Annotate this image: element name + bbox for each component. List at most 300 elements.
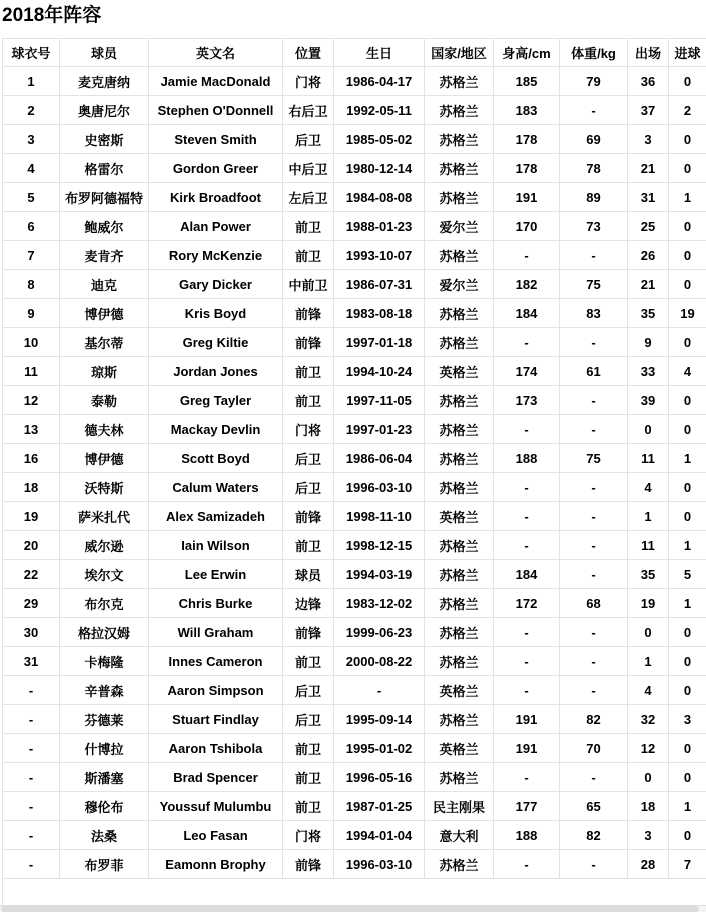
cell: 1 — [669, 444, 706, 473]
cell: 后卫 — [283, 473, 334, 502]
cell: 1985-05-02 — [334, 125, 425, 154]
cell: - — [560, 502, 628, 531]
cell: 0 — [669, 473, 706, 502]
column-header: 球衣号 — [3, 39, 60, 67]
cell: 0 — [669, 821, 706, 850]
cell: 6 — [3, 212, 60, 241]
cell: - — [3, 734, 60, 763]
cell: 174 — [494, 357, 560, 386]
cell: 1986-04-17 — [334, 67, 425, 96]
table-header — [3, 39, 706, 67]
cell: 1988-01-23 — [334, 212, 425, 241]
cell: 前卫 — [283, 647, 334, 676]
cell: 18 — [3, 473, 60, 502]
cell: 89 — [560, 183, 628, 212]
table-row — [3, 850, 706, 879]
cell: Jamie MacDonald — [149, 67, 283, 96]
cell: Alan Power — [149, 212, 283, 241]
cell: 苏格兰 — [425, 299, 494, 328]
table-row — [3, 125, 706, 154]
cell: 184 — [494, 560, 560, 589]
table-row — [3, 212, 706, 241]
cell: 69 — [560, 125, 628, 154]
cell: - — [3, 821, 60, 850]
cell: 2 — [669, 96, 706, 125]
cell: 苏格兰 — [425, 618, 494, 647]
cell: 爱尔兰 — [425, 270, 494, 299]
cell: 1996-05-16 — [334, 763, 425, 792]
cell: 1986-06-04 — [334, 444, 425, 473]
cell: 苏格兰 — [425, 705, 494, 734]
cell: 35 — [628, 299, 669, 328]
cell: 前锋 — [283, 328, 334, 357]
cell: 178 — [494, 154, 560, 183]
cell: 萨米扎代 — [60, 502, 149, 531]
column-header: 位置 — [283, 39, 334, 67]
cell: 后卫 — [283, 125, 334, 154]
cell: 173 — [494, 386, 560, 415]
cell: 172 — [494, 589, 560, 618]
cell: 0 — [669, 386, 706, 415]
cell: 11 — [628, 531, 669, 560]
cell: 后卫 — [283, 705, 334, 734]
cell: 25 — [628, 212, 669, 241]
cell: 82 — [560, 821, 628, 850]
cell: - — [560, 96, 628, 125]
cell: - — [334, 676, 425, 705]
cell: 0 — [669, 241, 706, 270]
squad-table-container — [2, 38, 706, 905]
cell: 191 — [494, 705, 560, 734]
cell: - — [3, 676, 60, 705]
cell: Calum Waters — [149, 473, 283, 502]
cell: Kirk Broadfoot — [149, 183, 283, 212]
cell: 前锋 — [283, 502, 334, 531]
cell: 68 — [560, 589, 628, 618]
cell: Aaron Tshibola — [149, 734, 283, 763]
cell: 82 — [560, 705, 628, 734]
cell: 民主刚果 — [425, 792, 494, 821]
cell: - — [494, 763, 560, 792]
cell: 穆伦布 — [60, 792, 149, 821]
cell: 辛普森 — [60, 676, 149, 705]
table-row — [3, 299, 706, 328]
cell: - — [560, 531, 628, 560]
cell: 70 — [560, 734, 628, 763]
cell: 苏格兰 — [425, 473, 494, 502]
cell: 0 — [669, 502, 706, 531]
cell: 13 — [3, 415, 60, 444]
cell: 185 — [494, 67, 560, 96]
cell: - — [494, 531, 560, 560]
cell: 31 — [628, 183, 669, 212]
cell: 布罗阿德福特 — [60, 183, 149, 212]
cell: 1983-12-02 — [334, 589, 425, 618]
cell: 博伊德 — [60, 299, 149, 328]
cell: 前卫 — [283, 792, 334, 821]
cell: 177 — [494, 792, 560, 821]
cell: Greg Tayler — [149, 386, 283, 415]
table-row — [3, 502, 706, 531]
cell: 前卫 — [283, 241, 334, 270]
table-row — [3, 647, 706, 676]
cell: 33 — [628, 357, 669, 386]
cell: 30 — [3, 618, 60, 647]
table-row — [3, 560, 706, 589]
table-body — [3, 67, 706, 879]
horizontal-scrollbar[interactable] — [0, 905, 706, 912]
table-row — [3, 589, 706, 618]
cell: Lee Erwin — [149, 560, 283, 589]
cell: Gordon Greer — [149, 154, 283, 183]
cell: 苏格兰 — [425, 125, 494, 154]
cell: - — [3, 850, 60, 879]
cell: 191 — [494, 183, 560, 212]
cell: - — [494, 676, 560, 705]
cell: 83 — [560, 299, 628, 328]
cell: 1999-06-23 — [334, 618, 425, 647]
cell: 2 — [3, 96, 60, 125]
cell: 英格兰 — [425, 676, 494, 705]
cell: 32 — [628, 705, 669, 734]
table-row — [3, 328, 706, 357]
cell: 泰勒 — [60, 386, 149, 415]
cell: 11 — [3, 357, 60, 386]
cell: 188 — [494, 821, 560, 850]
cell: Brad Spencer — [149, 763, 283, 792]
cell: 意大利 — [425, 821, 494, 850]
cell: 3 — [628, 821, 669, 850]
cell: 门将 — [283, 67, 334, 96]
cell: 中后卫 — [283, 154, 334, 183]
column-header: 进球 — [669, 39, 706, 67]
cell: 0 — [669, 154, 706, 183]
cell: 65 — [560, 792, 628, 821]
cell: 10 — [3, 328, 60, 357]
cell: 0 — [669, 647, 706, 676]
cell: 格雷尔 — [60, 154, 149, 183]
cell: 191 — [494, 734, 560, 763]
cell: 前锋 — [283, 618, 334, 647]
column-header: 体重/kg — [560, 39, 628, 67]
cell: 3 — [3, 125, 60, 154]
cell: 1986-07-31 — [334, 270, 425, 299]
cell: 前锋 — [283, 299, 334, 328]
cell: 1998-11-10 — [334, 502, 425, 531]
cell: 后卫 — [283, 676, 334, 705]
cell: 75 — [560, 444, 628, 473]
cell: - — [560, 241, 628, 270]
cell: Rory McKenzie — [149, 241, 283, 270]
cell: 苏格兰 — [425, 241, 494, 270]
cell: 苏格兰 — [425, 589, 494, 618]
cell: - — [494, 473, 560, 502]
cell: Steven Smith — [149, 125, 283, 154]
cell: 0 — [628, 618, 669, 647]
cell: Innes Cameron — [149, 647, 283, 676]
table-footer-spacer — [2, 879, 706, 905]
cell: 4 — [3, 154, 60, 183]
cell: - — [560, 386, 628, 415]
cell: 19 — [628, 589, 669, 618]
table-row — [3, 357, 706, 386]
cell: 1997-11-05 — [334, 386, 425, 415]
table-row — [3, 705, 706, 734]
cell: 门将 — [283, 821, 334, 850]
cell: 斯潘塞 — [60, 763, 149, 792]
cell: Stuart Findlay — [149, 705, 283, 734]
cell: 37 — [628, 96, 669, 125]
cell: 苏格兰 — [425, 386, 494, 415]
column-header: 英文名 — [149, 39, 283, 67]
cell: 门将 — [283, 415, 334, 444]
cell: 9 — [628, 328, 669, 357]
cell: 边锋 — [283, 589, 334, 618]
cell: 前卫 — [283, 763, 334, 792]
cell: 后卫 — [283, 444, 334, 473]
cell: 1 — [669, 792, 706, 821]
cell: 1997-01-23 — [334, 415, 425, 444]
cell: 左后卫 — [283, 183, 334, 212]
cell: 170 — [494, 212, 560, 241]
cell: - — [560, 850, 628, 879]
cell: 1980-12-14 — [334, 154, 425, 183]
cell: 芬德莱 — [60, 705, 149, 734]
cell: 奥唐尼尔 — [60, 96, 149, 125]
column-header: 球员 — [60, 39, 149, 67]
cell: 0 — [628, 415, 669, 444]
cell: 苏格兰 — [425, 531, 494, 560]
column-header: 生日 — [334, 39, 425, 67]
table-row — [3, 821, 706, 850]
cell: - — [3, 792, 60, 821]
cell: 1 — [669, 183, 706, 212]
cell: 1 — [669, 589, 706, 618]
cell: Scott Boyd — [149, 444, 283, 473]
cell: 0 — [669, 270, 706, 299]
cell: 1 — [628, 647, 669, 676]
cell: 右后卫 — [283, 96, 334, 125]
cell: 1995-01-02 — [334, 734, 425, 763]
cell: 19 — [3, 502, 60, 531]
table-row — [3, 96, 706, 125]
cell: 前卫 — [283, 734, 334, 763]
cell: Mackay Devlin — [149, 415, 283, 444]
cell: 1992-05-11 — [334, 96, 425, 125]
cell: 183 — [494, 96, 560, 125]
cell: 0 — [669, 67, 706, 96]
cell: Youssuf Mulumbu — [149, 792, 283, 821]
cell: - — [560, 415, 628, 444]
cell: 1994-01-04 — [334, 821, 425, 850]
cell: 1 — [669, 531, 706, 560]
cell: 1996-03-10 — [334, 473, 425, 502]
cell: 英格兰 — [425, 357, 494, 386]
cell: 1996-03-10 — [334, 850, 425, 879]
cell: 苏格兰 — [425, 328, 494, 357]
cell: 3 — [669, 705, 706, 734]
header-row — [3, 39, 706, 67]
cell: 前卫 — [283, 357, 334, 386]
cell: 苏格兰 — [425, 67, 494, 96]
cell: 16 — [3, 444, 60, 473]
cell: 2000-08-22 — [334, 647, 425, 676]
squad-table — [2, 38, 706, 879]
cell: 苏格兰 — [425, 763, 494, 792]
cell: 苏格兰 — [425, 647, 494, 676]
cell: 8 — [3, 270, 60, 299]
cell: 18 — [628, 792, 669, 821]
cell: 1 — [628, 502, 669, 531]
cell: 苏格兰 — [425, 154, 494, 183]
cell: Kris Boyd — [149, 299, 283, 328]
cell: 格拉汉姆 — [60, 618, 149, 647]
cell: 1993-10-07 — [334, 241, 425, 270]
cell: 21 — [628, 154, 669, 183]
cell: Chris Burke — [149, 589, 283, 618]
cell: - — [560, 328, 628, 357]
cell: 4 — [669, 357, 706, 386]
cell: 鲍威尔 — [60, 212, 149, 241]
cell: 卡梅隆 — [60, 647, 149, 676]
cell: 苏格兰 — [425, 415, 494, 444]
cell: 1987-01-25 — [334, 792, 425, 821]
table-row — [3, 270, 706, 299]
cell: 0 — [669, 734, 706, 763]
cell: 中前卫 — [283, 270, 334, 299]
cell: 4 — [628, 473, 669, 502]
cell: 19 — [669, 299, 706, 328]
cell: 麦克唐纳 — [60, 67, 149, 96]
cell: 39 — [628, 386, 669, 415]
cell: 基尔蒂 — [60, 328, 149, 357]
cell: 苏格兰 — [425, 560, 494, 589]
cell: 苏格兰 — [425, 850, 494, 879]
cell: 5 — [3, 183, 60, 212]
cell: 迪克 — [60, 270, 149, 299]
cell: - — [560, 647, 628, 676]
cell: 22 — [3, 560, 60, 589]
cell: 4 — [628, 676, 669, 705]
cell: 36 — [628, 67, 669, 96]
table-row — [3, 792, 706, 821]
table-row — [3, 241, 706, 270]
cell: 什博拉 — [60, 734, 149, 763]
cell: 1994-10-24 — [334, 357, 425, 386]
cell: Alex Samizadeh — [149, 502, 283, 531]
cell: 26 — [628, 241, 669, 270]
page-title: 2018年阵容 — [2, 5, 102, 26]
cell: - — [3, 763, 60, 792]
cell: 21 — [628, 270, 669, 299]
cell: - — [494, 328, 560, 357]
cell: Stephen O'Donnell — [149, 96, 283, 125]
cell: 79 — [560, 67, 628, 96]
cell: 1984-08-08 — [334, 183, 425, 212]
cell: 7 — [669, 850, 706, 879]
cell: - — [560, 676, 628, 705]
cell: 沃特斯 — [60, 473, 149, 502]
scrollbar-thumb[interactable] — [1, 906, 699, 912]
cell: 28 — [628, 850, 669, 879]
cell: 0 — [628, 763, 669, 792]
cell: - — [560, 473, 628, 502]
cell: 琼斯 — [60, 357, 149, 386]
cell: 178 — [494, 125, 560, 154]
cell: 35 — [628, 560, 669, 589]
cell: Will Graham — [149, 618, 283, 647]
cell: 爱尔兰 — [425, 212, 494, 241]
cell: 1997-01-18 — [334, 328, 425, 357]
cell: 0 — [669, 212, 706, 241]
column-header: 身高/cm — [494, 39, 560, 67]
cell: 前锋 — [283, 850, 334, 879]
cell: 英格兰 — [425, 502, 494, 531]
cell: 12 — [628, 734, 669, 763]
column-header: 出场 — [628, 39, 669, 67]
cell: 0 — [669, 328, 706, 357]
cell: 29 — [3, 589, 60, 618]
cell: 博伊德 — [60, 444, 149, 473]
cell: Iain Wilson — [149, 531, 283, 560]
cell: Gary Dicker — [149, 270, 283, 299]
cell: 11 — [628, 444, 669, 473]
cell: 苏格兰 — [425, 183, 494, 212]
cell: 31 — [3, 647, 60, 676]
cell: 威尔逊 — [60, 531, 149, 560]
cell: - — [494, 415, 560, 444]
table-row — [3, 763, 706, 792]
cell: 0 — [669, 763, 706, 792]
table-row — [3, 386, 706, 415]
cell: 前卫 — [283, 386, 334, 415]
cell: 前卫 — [283, 531, 334, 560]
cell: 0 — [669, 415, 706, 444]
cell: 埃尔文 — [60, 560, 149, 589]
cell: 61 — [560, 357, 628, 386]
cell: 布罗菲 — [60, 850, 149, 879]
cell: 20 — [3, 531, 60, 560]
cell: 7 — [3, 241, 60, 270]
cell: - — [494, 647, 560, 676]
cell: - — [560, 763, 628, 792]
cell: - — [560, 618, 628, 647]
cell: 球员 — [283, 560, 334, 589]
cell: 前卫 — [283, 212, 334, 241]
cell: 布尔克 — [60, 589, 149, 618]
cell: 188 — [494, 444, 560, 473]
cell: 苏格兰 — [425, 444, 494, 473]
table-row — [3, 676, 706, 705]
cell: - — [494, 618, 560, 647]
cell: 德夫林 — [60, 415, 149, 444]
cell: - — [560, 560, 628, 589]
cell: 3 — [628, 125, 669, 154]
cell: 184 — [494, 299, 560, 328]
cell: 1 — [3, 67, 60, 96]
cell: 法桑 — [60, 821, 149, 850]
table-row — [3, 473, 706, 502]
cell: 73 — [560, 212, 628, 241]
table-row — [3, 154, 706, 183]
cell: 1994-03-19 — [334, 560, 425, 589]
table-row — [3, 444, 706, 473]
cell: 5 — [669, 560, 706, 589]
table-row — [3, 67, 706, 96]
cell: Eamonn Brophy — [149, 850, 283, 879]
cell: - — [494, 502, 560, 531]
table-row — [3, 183, 706, 212]
